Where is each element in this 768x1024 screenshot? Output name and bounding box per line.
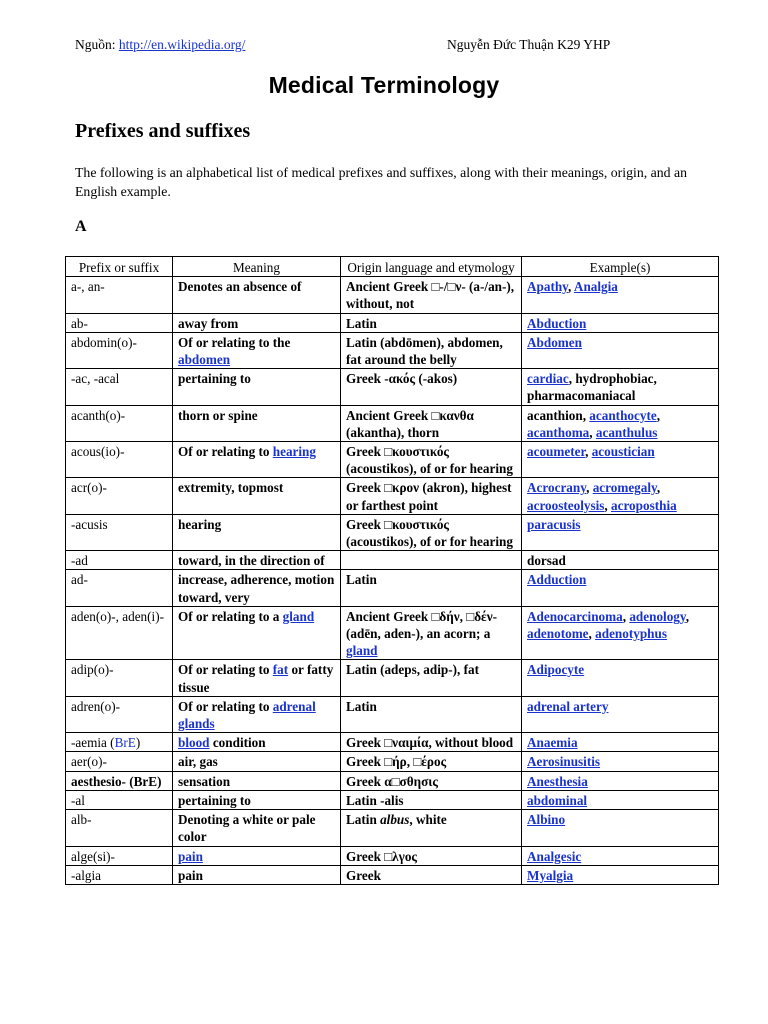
example-cell [522,369,719,405]
origin-text: Greek □κουστικός (acoustikos), of or for hearing [346,516,513,550]
meaning-text: Denotes an absence of [178,279,302,295]
example-text: , hydrophobiac, pharmacomaniacal [527,371,657,404]
meaning-text: away from [178,315,239,331]
meaning-cell [173,369,341,405]
intro-paragraph: The following is an alphabetical list of medical prefixes and suffixes, along with their meanings, origin, and an English example. [75,165,688,199]
table-row [66,551,719,570]
example-link[interactable]: cardiac [527,371,569,387]
prefix-cell [66,752,173,771]
example-text: , [589,424,596,440]
meaning-cell [173,478,341,514]
example-link[interactable]: adenotyphus [595,626,667,642]
meaning-cell [173,277,341,313]
example-link[interactable]: Abdomen [527,334,582,350]
example-link[interactable]: paracusis [527,516,581,532]
origin-text: Greek -ακός (-akos) [346,371,458,387]
origin-text: Greek □ναιμία, without blood [346,735,514,751]
example-text: acanthion, [527,407,590,423]
example-cell [522,551,719,570]
origin-cell [341,865,522,884]
origin-cell [341,332,522,368]
meaning-text: Denoting a white or pale color [178,812,316,845]
table-row [66,277,719,313]
meaning-text: pertaining to [178,792,251,808]
meaning-cell [173,514,341,550]
meaning-text: increase, adherence, motion toward, very [178,572,335,605]
prefix-cell [66,313,173,332]
meaning-link[interactable]: adrenal glands [178,698,316,732]
prefix-cell [66,514,173,550]
meaning-link[interactable]: hearing [272,444,316,460]
origin-text: Ancient Greek □-/□ν- (a-/an-), without, not [346,279,515,312]
example-cell [522,570,719,606]
prefix-cell [66,277,173,313]
meaning-cell [173,846,341,865]
origin-cell [341,551,522,570]
example-text: , [604,497,611,513]
column-header: Origin language and etymology [341,257,522,277]
meaning-text: air, gas [178,754,218,770]
example-link[interactable]: acroposthia [611,497,677,513]
example-link[interactable]: adenology [629,608,686,624]
column-header: Example(s) [522,257,719,277]
example-text: , [685,608,690,624]
prefix-text: alb- [71,812,92,828]
example-cell [522,696,719,732]
table-row [66,332,719,368]
origin-cell [341,846,522,865]
origin-text: Greek □κρον (akron), highest or farthest point [346,480,512,513]
example-text: , [656,407,660,423]
prefix-cell [66,369,173,405]
table-row [66,369,719,405]
table-row [66,660,719,696]
origin-text: Latin (abdōmen), abdomen, fat around the belly [346,334,503,368]
meaning-link[interactable]: blood [178,735,210,751]
prefix-cell [66,442,173,478]
source-label: Nguồn: [75,37,119,52]
meaning-text: thorn or spine [178,407,258,423]
example-link[interactable]: acanthocyte [589,407,657,423]
example-cell [522,660,719,696]
prefix-text: alge(si)- [71,848,115,864]
table-row [66,771,719,790]
prefix-text: -algia [71,867,102,883]
example-cell [522,277,719,313]
meaning-cell [173,313,341,332]
meaning-cell [173,771,341,790]
meaning-cell [173,606,341,660]
prefix-text: acous(io)- [71,444,125,460]
example-link[interactable]: Abduction [527,315,587,331]
meaning-cell [173,790,341,809]
origin-cell [341,514,522,550]
origin-cell [341,733,522,752]
table-row [66,478,719,514]
example-link[interactable]: acromegaly [592,480,657,496]
prefix-cell [66,332,173,368]
meaning-cell [173,551,341,570]
meaning-text: Of or relating to [178,698,273,714]
prefix-variant-link[interactable]: BrE [114,735,136,751]
example-link[interactable]: Anesthesia [527,773,588,789]
origin-text: Greek □λγος [346,848,417,864]
example-link[interactable]: Anaemia [527,735,578,751]
example-cell [522,733,719,752]
example-cell [522,478,719,514]
prefix-text: -aemia [71,735,111,751]
source-credit [75,37,245,53]
origin-cell [341,313,522,332]
meaning-cell [173,865,341,884]
example-link[interactable]: Adenocarcinoma [527,608,623,624]
meaning-text: sensation [178,773,231,789]
prefix-text: ad- [71,572,88,588]
example-link[interactable]: acroosteolysis [527,497,605,513]
meaning-cell [173,810,341,846]
example-cell [522,846,719,865]
prefix-cell [66,570,173,606]
prefix-text: abdomin(o)- [71,334,137,350]
origin-text: albus [380,812,410,828]
prefix-text: adip(o)- [71,662,114,678]
example-link[interactable]: acanthoma [527,424,590,440]
origin-text: Ancient Greek □κανθα (akantha), thorn [346,407,474,440]
origin-text: Latin [346,812,381,828]
example-link[interactable]: acoumeter [527,444,586,460]
meaning-link[interactable]: gland [282,608,315,624]
example-link[interactable]: Adduction [527,572,587,588]
origin-link[interactable]: gland [346,643,378,659]
origin-cell [341,696,522,732]
example-text: , [568,279,574,295]
example-link[interactable]: Analgesic [527,848,582,864]
prefix-text: aer(o)- [71,754,107,770]
prefix-text: acr(o)- [71,480,107,496]
table-row [66,810,719,846]
prefix-text: acanth(o)- [71,407,126,423]
origin-text: Greek α□σθησις [346,773,438,789]
prefix-text: -ad [71,553,88,569]
example-link[interactable]: adrenal artery [527,698,609,714]
origin-text: Ancient Greek □δήν, □δέν- (adēn, aden-), an acorn; a [346,608,497,642]
example-cell [522,606,719,660]
example-cell [522,442,719,478]
table-row [66,733,719,752]
origin-text: Latin [346,315,377,331]
prefix-text: aesthesio- (BrE) [71,773,162,789]
example-cell [522,810,719,846]
example-text: , [585,444,592,460]
example-cell [522,514,719,550]
prefix-cell: -aemia (BrE) [66,733,173,752]
meaning-link[interactable]: fat [272,662,289,678]
meaning-link[interactable]: pain [178,848,203,864]
meaning-text: toward, in the direction of [178,553,325,569]
meaning-text: pertaining to [178,371,251,387]
table-header-row [66,257,719,277]
origin-cell [341,752,522,771]
prefix-cell [66,810,173,846]
prefix-text: -acusis [71,516,108,532]
column-header: Prefix or suffix [66,257,173,277]
page-header [75,37,693,57]
letter-heading: A [75,218,87,235]
example-cell [522,790,719,809]
example-link[interactable]: adenotome [527,626,589,642]
example-link[interactable]: Apathy [527,279,569,295]
prefix-text: adren(o)- [71,698,121,714]
example-link[interactable]: Analgia [573,279,618,295]
origin-cell [341,606,522,660]
author-credit: Nguyễn Đức Thuận K29 YHP [447,37,611,52]
origin-cell [341,790,522,809]
meaning-cell [173,660,341,696]
prefix-cell [66,606,173,660]
meaning-text: extremity, topmost [178,480,284,496]
example-cell [522,332,719,368]
example-text: , [656,480,661,496]
origin-cell [341,405,522,441]
prefix-cell [66,865,173,884]
example-text: , [586,480,593,496]
example-cell [522,865,719,884]
origin-text: , white [409,812,447,828]
example-text: dorsad [527,553,566,569]
meaning-text: pain [178,867,203,883]
section-heading: Prefixes and suffixes [75,120,251,142]
prefix-cell [66,405,173,441]
prefix-cell [66,696,173,732]
source-link[interactable]: http://en.wikipedia.org/ [118,37,246,52]
prefix-text: aden(o)-, aden(i)- [71,608,164,624]
example-cell [522,752,719,771]
meaning-text: hearing [178,516,222,532]
example-cell [522,771,719,790]
prefix-text: -al [71,792,85,808]
origin-cell [341,810,522,846]
origin-cell [341,369,522,405]
table-row [66,865,719,884]
example-text: , [622,608,630,624]
table-row [66,570,719,606]
prefix-cell [66,478,173,514]
meaning-text: Of or relating to [178,444,273,460]
prefix-cell [66,660,173,696]
table-row [66,790,719,809]
origin-cell [341,660,522,696]
example-text: , [588,626,596,642]
prefix-cell [66,846,173,865]
origin-text: Latin [346,572,377,588]
example-link[interactable]: acanthulus [595,424,658,440]
meaning-cell [173,570,341,606]
meaning-cell [173,332,341,368]
meaning-text: Of or relating to [178,662,273,678]
meaning-text: Of or relating to a [178,608,283,624]
prefix-cell [66,771,173,790]
meaning-text: or fatty tissue [178,662,334,695]
meaning-cell [173,696,341,732]
prefix-cell [66,790,173,809]
table-row [66,846,719,865]
origin-text: Latin (adeps, adip-), fat [346,662,479,678]
origin-text: Latin -alis [346,792,404,808]
origin-cell [341,478,522,514]
example-cell [522,405,719,441]
origin-text: Greek [346,867,381,883]
table-row [66,442,719,478]
example-link[interactable]: Aerosinusitis [527,754,601,770]
origin-cell [341,442,522,478]
example-link[interactable]: abdominal [527,792,588,808]
origin-text: Greek □κουστικός (acoustikos), of or for hearing [346,444,513,477]
origin-cell [341,771,522,790]
origin-cell [341,277,522,313]
meaning-cell [173,733,341,752]
document-title: Medical Terminology [268,72,500,98]
example-cell [522,313,719,332]
table-row [66,514,719,550]
meaning-text: Of or relating to the [178,334,291,350]
prefix-text: a-, an- [71,279,105,295]
origin-text: Greek □ήρ, □έρος [346,754,447,770]
meaning-cell [173,405,341,441]
meaning-cell [173,442,341,478]
prefix-text: -ac, -acal [71,371,120,387]
meaning-link[interactable]: abdomen [178,352,231,368]
origin-cell [341,570,522,606]
meaning-text: condition [209,735,266,751]
example-link[interactable]: Adipocyte [527,662,585,678]
terminology-table [65,256,719,885]
prefix-cell [66,551,173,570]
example-link[interactable]: Albino [527,812,566,828]
prefix-text: ab- [71,315,88,331]
column-header: Meaning [173,257,341,277]
table-row [66,313,719,332]
meaning-cell [173,752,341,771]
example-link[interactable]: acoustician [591,444,655,460]
example-link[interactable]: Myalgia [527,867,574,883]
example-link[interactable]: Acrocrany [527,480,587,496]
table-body [66,277,719,885]
table-row [66,606,719,660]
table-row [66,696,719,732]
table-row [66,752,719,771]
table-row [66,405,719,441]
origin-text: Latin [346,698,377,714]
